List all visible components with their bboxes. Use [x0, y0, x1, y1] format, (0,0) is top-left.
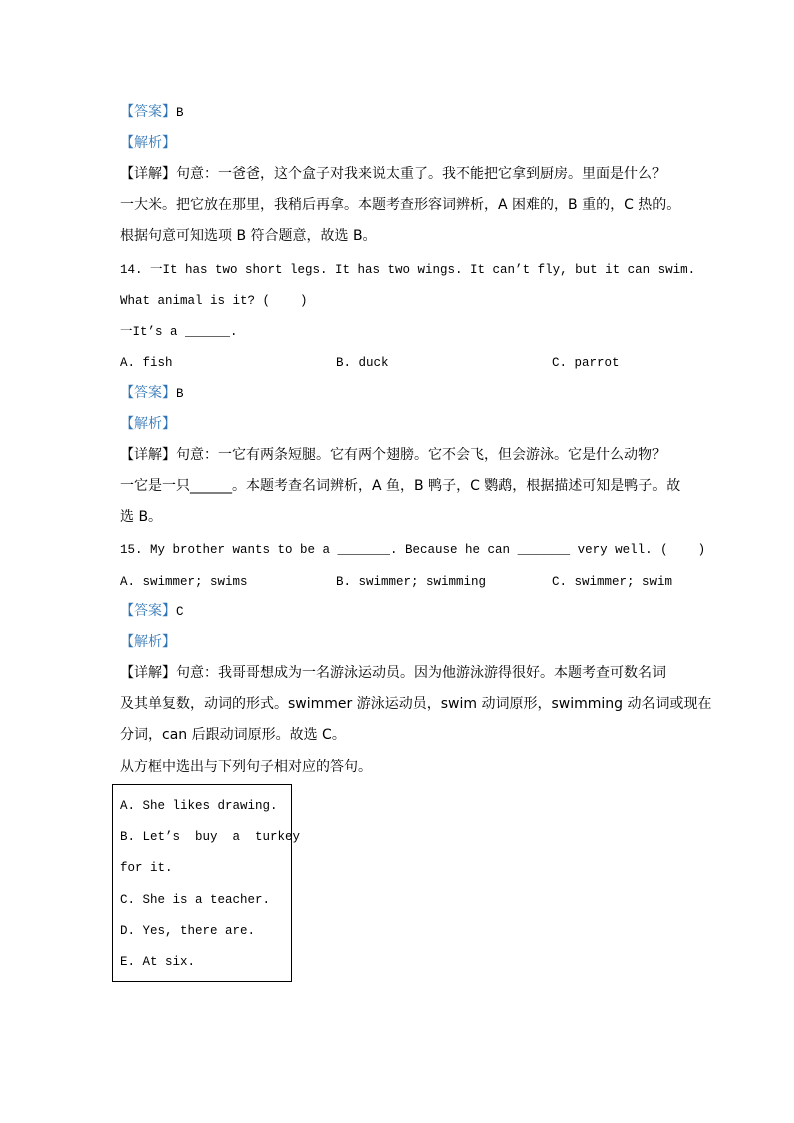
q13-analysis-label: 【解析】	[120, 135, 176, 151]
q15-detail	[120, 664, 666, 682]
q15-answer	[120, 602, 184, 621]
q13-answer	[120, 103, 184, 122]
answer-value: B	[176, 387, 184, 401]
choice-item: E. At six.	[120, 955, 196, 969]
q15-detail-line: 及其单复数，动词的形式。swimmer 游泳运动员，swim 动词原形，swimming 动名词或现在	[120, 696, 712, 712]
detail-line: 句意：我哥哥想成为一名游泳运动员。因为他游泳游得很好。本题考查可数名词	[176, 665, 666, 681]
q15-option-b: B. swimmer; swimming	[336, 575, 487, 589]
choice-box	[112, 784, 301, 982]
detail-line: 句意：一爸爸，这个盒子对我来说太重了。我不能把它拿到厨房。里面是什么？	[176, 166, 666, 182]
q14-option-a: A. fish	[120, 356, 173, 370]
answer-label: 【答案】	[120, 104, 176, 120]
detail-label: 【详解】	[120, 665, 176, 681]
answer-label: 【答案】	[120, 603, 176, 619]
q15-analysis-label: 【解析】	[120, 634, 176, 650]
q15-question: 15. My brother wants to be a _______. Because he can _______ very well. ( )	[120, 543, 706, 557]
choice-item: A. She likes drawing.	[120, 799, 278, 813]
choice-item: D. Yes, there are.	[120, 924, 256, 938]
q14-analysis-label: 【解析】	[120, 416, 176, 432]
q14-option-b: B. duck	[336, 356, 389, 370]
q13-detail	[120, 165, 666, 183]
answer-value: C	[176, 605, 184, 619]
q14-option-c: C. parrot	[552, 356, 620, 370]
answer-label: 【答案】	[120, 385, 176, 401]
detail-label: 【详解】	[120, 166, 176, 182]
q14-question: 14. 一It has two short legs. It has two wings. It can’t fly, but it can swim.	[120, 263, 696, 277]
choice-item: C. She is a teacher.	[120, 893, 271, 907]
choice-item: B. Let’s buy a turkey	[120, 830, 301, 844]
q14-answer	[120, 384, 184, 403]
section-instruction: 从方框中选出与下列句子相对应的答句。	[120, 759, 372, 775]
detail-line: 句意：一它有两条短腿。它有两个翅膀。它不会飞，但会游泳。它是什么动物？	[176, 447, 666, 463]
q14-question: 一It’s a ______.	[120, 325, 238, 339]
q15-detail-line: 分词，can 后跟动词原形。故选 C。	[120, 727, 346, 743]
q15-option-a: A. swimmer; swims	[120, 575, 248, 589]
q14-question: What animal is it? ( )	[120, 294, 308, 308]
q14-detail-line: 选 B。	[120, 509, 163, 525]
q13-detail-line: 根据句意可知选项 B 符合题意，故选 B。	[120, 228, 377, 244]
q14-detail	[120, 446, 666, 464]
answer-value: B	[176, 106, 184, 120]
q13-detail-line: 一大米。把它放在那里，我稍后再拿。本题考查形容词辨析，A 困难的，B 重的，C 热的。	[120, 197, 681, 213]
choice-item: for it.	[120, 861, 173, 875]
q14-detail-line: 一它是一只______。本题考查名词辨析，A 鱼，B 鸭子，C 鹦鹉，根据描述可知是鸭子。故	[120, 478, 681, 494]
q15-option-c: C. swimmer; swim	[552, 575, 673, 589]
detail-label: 【详解】	[120, 447, 176, 463]
